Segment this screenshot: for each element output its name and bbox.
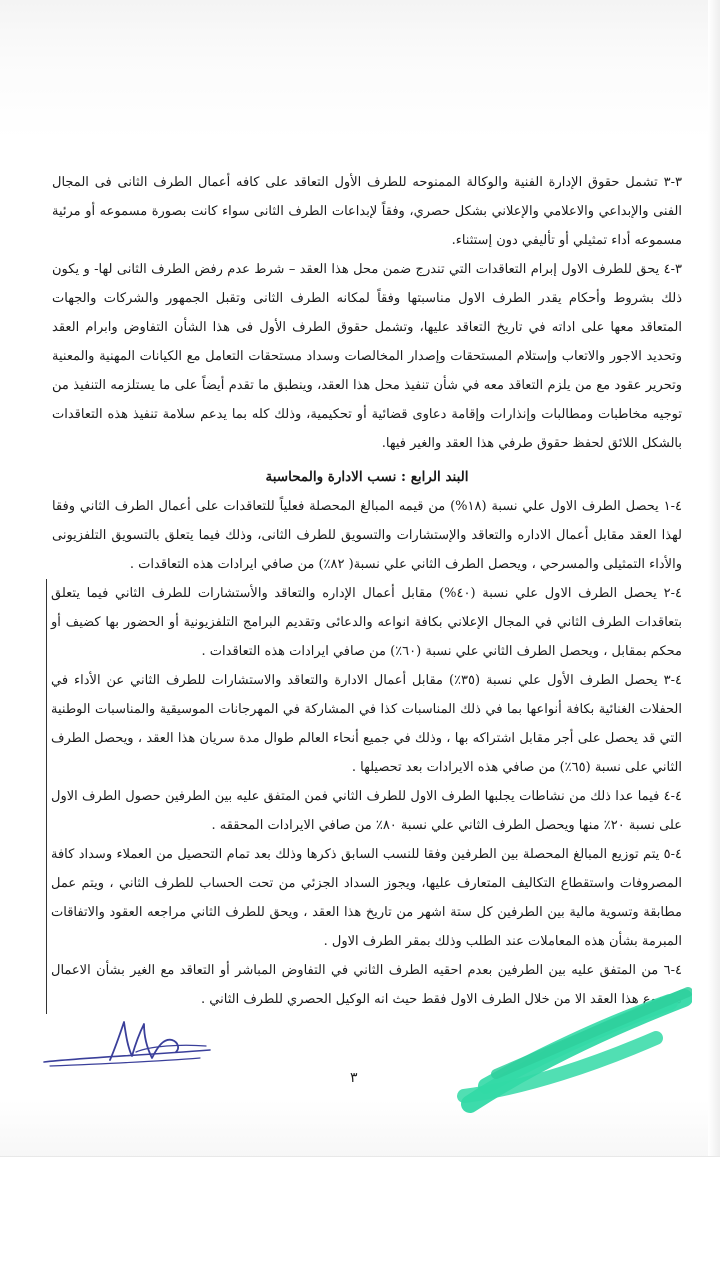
page-edge-shadow: [708, 0, 720, 1160]
clause-4-2: ٤-٢ يحصل الطرف الاول علي نسبة (٤٠%) مقابل أعمال الإداره والتعاقد والأستشارات للطرف الثاني فيما يتعلق بتعاقدات الطرف الثاني في المجال الإعلاني بكافة انواعه والدعائى وتقديم البرامج التلفزيونية أو الحضور بها كضيف أو محكم بمقابل ، ويحصل الطرف الثاني علي نسبة (٦٠٪) من صافي ايرادات هذه التعاقدات .: [51, 586, 682, 659]
clause-4-4: ٤-٤ فيما عدا ذلك من نشاطات يجلبها الطرف الاول للطرف الثاني فمن المتفق عليه بين الطرفين حصول الطرف الاول على نسبة ٢٠٪ منها ويحصل الطرف الثاني علي نسبة ٨٠٪ من صافي الايرادات المحققه .: [51, 789, 682, 833]
clause-4-3: ٤-٣ يحصل الطرف الأول علي نسبة (٣٥٪) مقابل أعمال الادارة والتعاقد والاستشارات للطرف الثاني عن الأداء في الحفلات الغنائية بكافة أنواعها بما في ذلك المناسبات كذا في المشاركة في المهرجانات الموسيقية والمناسبات الوطنية التي قد يحصل على أجر مقابل اشتراكه بها ، وذلك في جميع أنحاء العالم طوال مدة سريان هذا العقد ، ويحصل الطرف الثاني على نسبة (٦٥٪) من صافي هذه الايرادات بعد تحصيلها .: [51, 673, 682, 775]
boxed-clauses: [46, 579, 682, 1014]
clause-4-5: ٤-٥ يتم توزيع المبالغ المحصلة بين الطرفين وفقا للنسب السابق ذكرها وذلك بعد تمام التحصيل من العملاء وسداد كافة المصروفات واستقطاع التكاليف المتعارف عليها، ويجوز السداد الجزئي من تحت الحساب للطرف الثاني ، ويتم عمل مطابقة وتسوية مالية بين الطرفين كل ستة اشهر من تاريخ هذا العقد ، ويحق للطرف الثاني مراجعه العقود والاتفاقات المبرمة بشأن هذه المعاملات عند الطلب وذلك بمقر الطرف الاول .: [51, 847, 682, 949]
clause-4-6: ٤-٦ من المتفق عليه بين الطرفين بعدم احقيه الطرف الثاني في التفاوض المباشر أو التعاقد مع الغير بشأن الاعمال موضوع هذا العقد الا من خلال الطرف الاول فقط حيث انه الوكيل الحصري للطرف الثاني .: [51, 963, 682, 1007]
scan-bottom-area: [0, 1156, 720, 1280]
redaction-mark: [456, 978, 692, 1120]
document-body: [52, 168, 682, 1014]
signature: [40, 1016, 216, 1074]
page-number: ٣: [350, 1070, 358, 1086]
clause-4-1: ٤-١ يحصل الطرف الاول علي نسبة (١٨%) من قيمه المبالغ المحصلة فعلياً للتعاقدات على أعمال الطرف الثاني وفقا لهذا العقد مقابل أعمال الاداره والتعاقد والإستشارات والتسويق للطرف الثانى، وذلك فيما يتعلق بالتسويق التلفزيونى والأداء التمثيلى والمسرحي ، ويحصل الطرف الثاني علي نسبة( ٨٢٪) من صافي ايرادات هذه التعاقدات .: [52, 499, 683, 572]
clause-3-4: ٣-٤ يحق للطرف الاول إبرام التعاقدات التي تندرج ضمن محل هذا العقد – شرط عدم رفض الطرف الثانى لها- و يكون ذلك بشروط وأحكام يقدر الطرف الاول مناسبتها وفقاً لمكانه الطرف الثانى وتقبل الجمهور والشركات والجهات المتعاقد معها على اداته في تاريخ التعاقد عليها، وتشمل حقوق الطرف الأول فى هذا الشأن التفاوض وابرام العقد وتحديد الاجور والاتعاب وإستلام المستحقات وإصدار المخالصات وسداد مستحقات التعامل مع الكيانات المهنية والمعنية وتحرير عقود مع من يلزم التعاقد معه في شأن تنفيذ محل هذا العقد، وينطبق ما تقدم أيضاً على ما يستلزمه التنفيذ من توجيه مخاطبات ومطالبات وإنذارات وإقامة دعاوى قضائية أو تحكيمية، وذلك كله بما يدعم سلامة تنفيذ هذه التعاقدات بالشكل اللائق لحفظ حقوق طرفي هذا العقد والغير فيها.: [52, 262, 682, 451]
section-title: البند الرابع : نسب الادارة والمحاسبة: [265, 469, 469, 485]
clause-3-3: ٣-٣ تشمل حقوق الإدارة الفنية والوكالة الممنوحه للطرف الأول التعاقد على كافه أعمال الطرف الثانى فى المجال الفنى والإبداعي والاعلامي والإعلاني بشكل حصري، وفقاً لإبداعات الطرف الثانى سواء كانت بصورة مسموعه أو مرئية مسموعه أداء تمثيلي أو تأليفي دون إستثناء.: [52, 175, 682, 248]
